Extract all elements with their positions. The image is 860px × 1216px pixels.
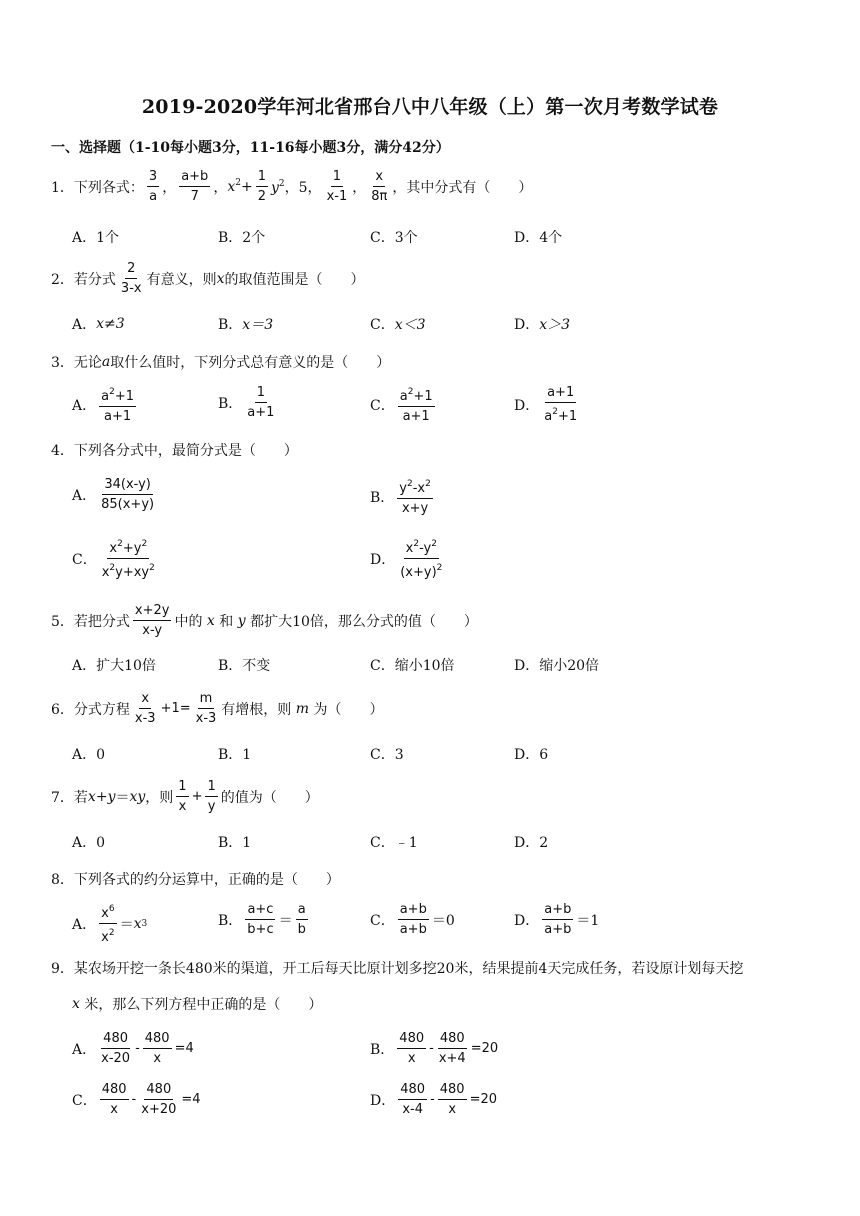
option-a[interactable]: A． $\frac{x^6}{x^2}$ ＝ x 3 [72, 901, 147, 946]
option-d[interactable]: D． $\frac{a+b}{a+b}$ ＝1 [514, 902, 600, 937]
option-c[interactable]: C． $\frac{a^2+1}{a+1}$ [370, 384, 438, 425]
option-a[interactable]: A．1个 [72, 230, 120, 246]
option-d[interactable]: D．2 [514, 835, 549, 851]
section-heading: 一、选择题（1-10每小题3分，11-16每小题3分，满分42分） [51, 140, 450, 156]
option-b[interactable]: B．不变 [218, 658, 271, 674]
question-1: 1． 下列各式： $\frac{3}{a}$ ， $\frac{a+b}{7}$ ， $x^2+$ $\frac{1}{2}$ $y^2$，5， $\frac{1}{x-1}$ ， $\frac{x}{8\pi}$ ，其中分式有（ ） [51, 169, 533, 204]
option-a[interactable]: A． $\frac{a^2+1}{a+1}$ [72, 384, 139, 425]
fraction: $\frac{1}{x-1}$ [326, 169, 348, 204]
question-5: 5． 若把分式 $\frac{x+2y}{x-y}$ 中的 x 和 y 都扩大10倍，那么分式的值（ ） [51, 603, 478, 638]
fraction: $\frac{2}{3-x}$ [120, 261, 142, 296]
option-b[interactable]: B． $\frac{1}{a+1}$ [218, 385, 275, 420]
option-b[interactable]: B．1 [218, 747, 252, 763]
option-c[interactable]: C．﹣1 [370, 835, 418, 851]
option-d[interactable]: D． $\frac{480}{x-4}$ - $\frac{480}{x}$ =20 [370, 1082, 498, 1117]
option-a[interactable]: A．0 [72, 747, 106, 763]
option-c[interactable]: C．3个 [370, 230, 418, 246]
fraction: $\frac{3}{a}$ [148, 169, 158, 204]
option-d[interactable]: D． $\frac{x^2-y^2}{(x+y)^2}$ [370, 536, 447, 581]
question-4: 4． 下列各分式中，最简分式是（ ） [51, 443, 298, 459]
option-b[interactable]: B． $\frac{a+c}{b+c}$ ＝ $\frac{a}{b}$ [218, 902, 306, 937]
option-a[interactable]: A． $\frac{34(x-y)}{85(x+y)}$ [72, 477, 155, 512]
fraction: $\frac{1}{2}$ [257, 169, 266, 204]
option-c[interactable]: C． $\frac{a+b}{a+b}$ ＝0 [370, 902, 455, 937]
question-6: 6． 分式方程 $\frac{x}{x-3}$ +1= $\frac{m}{x-3}$ 有增根，则 m 为（ ） [51, 691, 384, 726]
option-a[interactable]: A． $\frac{480}{x-20}$ - $\frac{480}{x}$ =4 [72, 1031, 194, 1066]
option-a[interactable]: A．扩大10倍 [72, 658, 156, 674]
option-c[interactable]: C． $\frac{480}{x}$ - $\frac{480}{x+20}$ =4 [72, 1082, 201, 1117]
option-d[interactable]: D．缩小20倍 [514, 658, 600, 674]
option-c[interactable]: C． $\frac{x^2+y^2}{x^2y+xy^2}$ [72, 536, 160, 581]
option-d[interactable]: D． $\frac{a+1}{a^2+1}$ [514, 385, 578, 424]
option-d[interactable]: D． x＞3 [514, 317, 571, 333]
question-2: 2． 若分式 $\frac{2}{3-x}$ 有意义，则 x 的取值范围是（ ） [51, 261, 365, 296]
question-3: 3． 无论 a 取什么值时，下列分式总有意义的是（ ） [51, 354, 391, 371]
option-b[interactable]: B． $\frac{y^2-x^2}{x+y}$ [370, 476, 436, 517]
question-7: 7． 若 x + y ＝ xy ，则 $\frac{1}{x}$ + $\frac{1}{y}$ 的值为（ ） [51, 779, 319, 814]
fraction: $\frac{x}{8\pi}$ [371, 169, 388, 204]
fraction: $\frac{a+b}{7}$ [181, 169, 209, 204]
question-9-line2: x 米，那么下列方程中正确的是（ ） [72, 996, 323, 1013]
page-title: 2019-2020学年河北省邢台八中八年级（上）第一次月考数学试卷 [141, 96, 719, 118]
question-9: 9． 某农场开挖一条长480米的渠道，开工后每天比原计划多挖20米，结果提前4天完成任务，若设原计划每天挖 [51, 961, 744, 977]
fraction: $\frac{x+2y}{x-y}$ [134, 603, 170, 638]
option-d[interactable]: D．6 [514, 747, 549, 763]
option-b[interactable]: B． $\frac{480}{x}$ - $\frac{480}{x+4}$ =20 [370, 1031, 499, 1066]
option-b[interactable]: B． x＝3 [218, 317, 274, 333]
option-b[interactable]: B．2个 [218, 230, 266, 246]
option-b[interactable]: B．1 [218, 835, 252, 851]
option-c[interactable]: C．3 [370, 747, 404, 763]
option-c[interactable]: C． x＜3 [370, 317, 426, 333]
option-d[interactable]: D．4个 [514, 230, 563, 246]
option-a[interactable]: A．0 [72, 835, 106, 851]
option-c[interactable]: C．缩小10倍 [370, 658, 455, 674]
question-8: 8． 下列各式的约分运算中，正确的是（ ） [51, 872, 340, 888]
option-a[interactable]: A． x≠3 [72, 316, 125, 333]
